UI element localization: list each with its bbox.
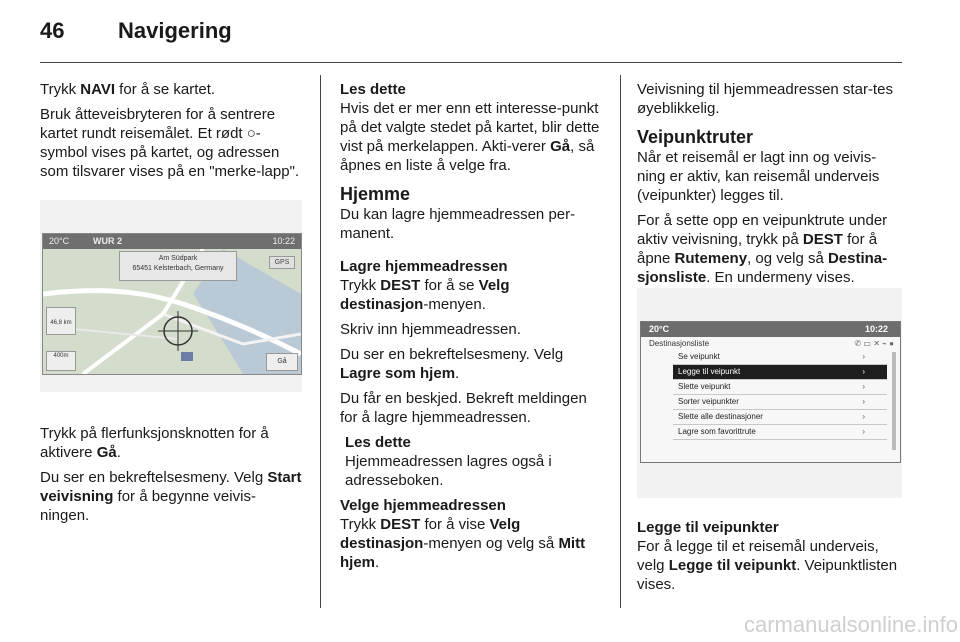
temperature: 20°C [49, 236, 70, 246]
map-status-bar [43, 234, 301, 249]
paragraph: Trykk DEST for å vise Velg destinasjon-menyen og velg så Mitt hjem. [340, 516, 586, 571]
subheading-add-waypoints: Legge til veipunkter [637, 519, 779, 536]
paragraph: For å legge til et reisemål underveis, velg Legge til veipunkt. Veipunktlisten vises. [637, 538, 898, 593]
menu-item[interactable] [673, 350, 887, 365]
note-title: Les dette [345, 434, 411, 451]
menu-item[interactable] [673, 425, 887, 440]
scale-box: 400m [46, 351, 76, 371]
menu-item[interactable] [673, 365, 887, 380]
distance-box: 46,8 km [46, 307, 76, 335]
paragraph: Skriv inn hjemmeadressen. [340, 321, 521, 338]
clock: 10:22 [864, 324, 888, 334]
menu-item[interactable] [673, 410, 887, 425]
clock: 10:22 [272, 236, 295, 246]
chevron-right-icon: › [862, 412, 865, 421]
column-1 [40, 80, 302, 187]
chevron-right-icon: › [862, 427, 865, 436]
paragraph: For å sette opp en veipunktrute under aktiv veivisning, trykk på DEST for å åpne Rutemeny, og velg så Destina-sjonsliste. En undermeny vises. [637, 212, 888, 286]
paragraph: Du kan lagre hjemmeadressen per-manent. [340, 206, 576, 242]
paragraph: Veivisning til hjemmeadressen star-tes øyeblikkelig. [637, 81, 893, 117]
watermark: carmanualsonline.info [743, 612, 958, 637]
screen-title: Destinasjonsliste [649, 339, 710, 348]
chevron-right-icon: › [862, 352, 865, 361]
paragraph: Du ser en bekreftelsesmeny. Velg Lagre som hjem. [340, 346, 564, 382]
paragraph: Du får en beskjed. Bekreft meldingen for å lagre hjemmeadressen. [340, 390, 587, 426]
address-label: Am Südpark 65451 Kelsterbach, Germany [119, 251, 237, 281]
temperature: 20°C [649, 324, 670, 334]
menu-item[interactable] [673, 380, 887, 395]
column-3 [637, 80, 902, 293]
subheading-select-home: Velge hjemmeadressen [340, 497, 506, 514]
menu-item-label: Se veipunkt [678, 352, 720, 361]
column-divider [320, 75, 321, 608]
chevron-right-icon: › [862, 397, 865, 406]
menu-list [673, 350, 887, 440]
note-body: Hvis det er mer enn ett interesse-punkt på det valgte stedet på kartet, blir dette vist på merkelappen. Akti-verer Gå, så åpnes en liste å velge fra. [340, 100, 600, 174]
subheading-save-home: Lagre hjemmeadressen [340, 258, 508, 275]
menu-item-label: Slette veipunkt [678, 382, 731, 391]
go-button[interactable]: Gå [266, 353, 298, 371]
column-divider [620, 75, 621, 608]
gps-button[interactable]: GPS [269, 256, 295, 269]
menu-item-label: Slette alle destinasjoner [678, 412, 763, 421]
page-title: Navigering [118, 18, 232, 43]
scrollbar[interactable] [892, 352, 896, 450]
chevron-right-icon: › [862, 382, 865, 391]
menu-item[interactable] [673, 395, 887, 410]
section-heading-waypoints: Veipunktruter [637, 127, 754, 147]
road-name: WUR 2 [93, 236, 122, 246]
note-body: Hjemmeadressen lagres også i adresseboken. [345, 453, 552, 489]
screen-status-bar [641, 322, 900, 337]
destination-list-screen [640, 321, 901, 463]
paragraph: Når et reisemål er lagt inn og veivis-ning er aktiv, kan reisemål underveis (veipunkter) legges til. [637, 149, 880, 204]
map-screenshot [40, 200, 302, 392]
menu-screenshot [637, 288, 902, 498]
column-2 [340, 80, 602, 578]
header-rule [40, 62, 902, 63]
paragraph: Trykk DEST for å se Velg destinasjon-menyen. [340, 277, 510, 313]
column-3-lower [637, 518, 902, 600]
menu-item-label: Legge til veipunkt [678, 367, 741, 376]
paragraph: Bruk åtteveisbryteren for å sentrere kartet rundt reisemålet. Et rødt ○-symbol vises på kartet, og adressen som tilsvarer vises på en "merke-lapp". [40, 106, 300, 180]
map-view [42, 233, 302, 375]
paragraph: Trykk NAVI for å se kartet. [40, 81, 216, 98]
note-title: Les dette [340, 81, 406, 98]
paragraph: Trykk på flerfunksjonsknotten for å aktivere Gå. [40, 425, 269, 461]
column-1-lower [40, 424, 302, 531]
menu-item-label: Lagre som favorittrute [678, 427, 756, 436]
page-number: 46 [40, 18, 65, 43]
paragraph: Du ser en bekreftelsesmeny. Velg Start veivisning for å begynne veivis-ningen. [40, 469, 302, 524]
menu-item-label: Sorter veipunkter [678, 397, 739, 406]
section-heading-home: Hjemme [340, 184, 411, 204]
status-icons: ✆ ▭ ✕ ⌁ ● [854, 339, 894, 348]
chevron-right-icon: › [862, 367, 865, 376]
